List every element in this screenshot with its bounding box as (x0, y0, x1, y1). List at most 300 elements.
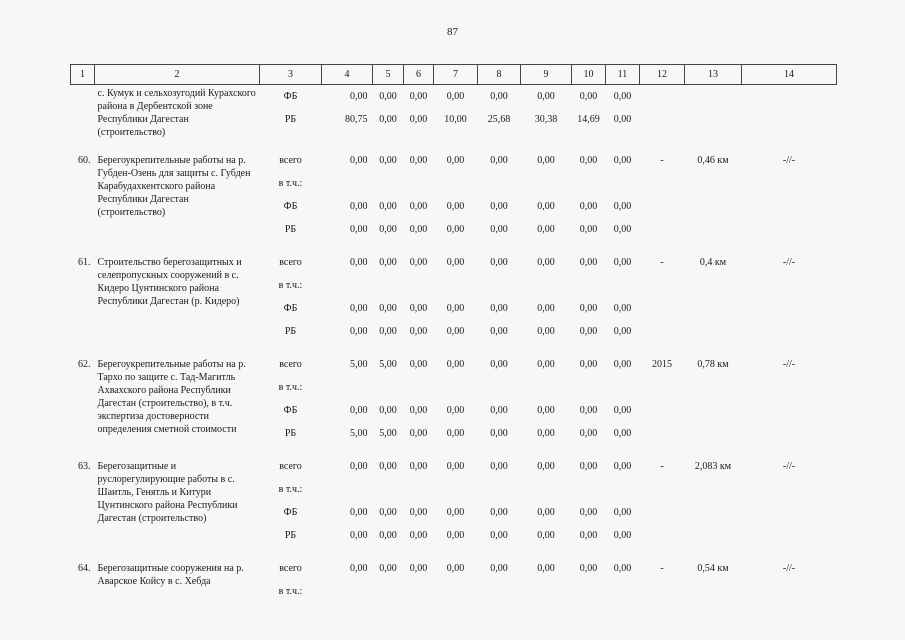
amount-value: 0,00 (490, 530, 508, 541)
amount-value: 5,00 (379, 428, 397, 439)
funding-source-label: всего (279, 563, 302, 574)
object-description (95, 85, 260, 140)
amount-column (404, 251, 434, 343)
column-header: 11 (606, 65, 640, 85)
amount-value: 0,00 (379, 303, 397, 314)
amount-value: 0,00 (490, 91, 508, 102)
amount-value: 0,00 (579, 507, 598, 518)
amount-value: 0,00 (379, 224, 397, 235)
amount-value: 0,00 (446, 224, 465, 235)
funding-source-label: РБ (284, 224, 297, 235)
row-spacer-cell (71, 547, 837, 557)
capacity-value-text: 0,4 км (699, 257, 727, 268)
amount-value: 0,00 (537, 428, 555, 439)
funding-source-label: ФБ (283, 91, 298, 102)
amount-column (373, 85, 404, 140)
column-header: 5 (373, 65, 404, 85)
amount-value (478, 478, 521, 501)
amount-value: 0,00 (446, 563, 465, 574)
amount-column (322, 353, 373, 445)
column-header: 3 (260, 65, 322, 85)
funding-source-label: ФБ (283, 405, 298, 416)
amount-value: 0,00 (537, 359, 555, 370)
amount-value: 0,00 (379, 201, 397, 212)
amount-value: 0,00 (409, 224, 428, 235)
ditto-mark (742, 85, 837, 140)
amount-column (606, 85, 640, 140)
amount-value: 0,00 (490, 507, 508, 518)
amount-value (322, 172, 373, 195)
object-description (95, 557, 260, 603)
amount-value (404, 376, 434, 399)
funding-source-label: ФБ (283, 201, 298, 212)
amount-value (373, 376, 404, 399)
amount-column (572, 85, 606, 140)
amount-value: 0,00 (537, 326, 555, 337)
capacity-value (685, 455, 742, 547)
funding-source-label: РБ (284, 326, 297, 337)
amount-value (322, 274, 373, 297)
capacity-value (685, 251, 742, 343)
amount-value: 0,00 (350, 461, 368, 472)
amount-value: 0,00 (490, 563, 508, 574)
amount-value (478, 376, 521, 399)
column-header: 8 (478, 65, 521, 85)
amount-value (572, 376, 606, 399)
completion-year-text: - (660, 257, 664, 268)
amount-value: 30,38 (534, 114, 558, 125)
funding-source-label: всего (279, 461, 302, 472)
amount-column (404, 85, 434, 140)
row-spacer (71, 343, 837, 353)
amount-value: 0,00 (613, 530, 632, 541)
amount-value (434, 478, 478, 501)
object-description-text: с. Кумук и сельхозугодий Курахского района в Дербентской зоне Республики Дагестан (строительство) (97, 88, 256, 138)
amount-value (404, 274, 434, 297)
amount-value (373, 478, 404, 501)
table-row (71, 85, 837, 140)
amount-value: 0,00 (350, 201, 368, 212)
ditto-mark (742, 149, 837, 241)
amount-value: 0,00 (446, 507, 465, 518)
amount-value: 0,00 (613, 563, 632, 574)
amount-value: 0,00 (409, 530, 428, 541)
amount-value: 0,00 (490, 405, 508, 416)
amount-value: 5,00 (379, 359, 397, 370)
completion-year-text (640, 85, 685, 108)
amount-value: 0,00 (379, 91, 397, 102)
amount-value: 0,00 (579, 428, 598, 439)
amount-column (521, 455, 572, 547)
column-header: 6 (404, 65, 434, 85)
amount-value: 0,00 (613, 428, 632, 439)
amount-column (478, 557, 521, 603)
funding-source-column (260, 455, 322, 547)
column-number-row (71, 65, 837, 85)
row-spacer-cell (71, 139, 837, 149)
amount-column (478, 149, 521, 241)
amount-value (434, 172, 478, 195)
amount-value: 0,00 (350, 530, 368, 541)
amount-value: 0,00 (613, 303, 632, 314)
amount-column (572, 455, 606, 547)
completion-year-text: - (660, 155, 664, 166)
amount-value: 0,00 (446, 530, 465, 541)
completion-year (640, 557, 685, 603)
column-header: 4 (322, 65, 373, 85)
amount-column (434, 251, 478, 343)
amount-value: 0,00 (409, 303, 428, 314)
capacity-value-text (685, 85, 742, 108)
capacity-value (685, 557, 742, 603)
amount-value: 0,00 (379, 507, 397, 518)
amount-value: 0,00 (350, 563, 368, 574)
amount-value: 0,00 (409, 201, 428, 212)
amount-value: 5,00 (350, 428, 368, 439)
amount-column (572, 149, 606, 241)
amount-value (572, 580, 606, 603)
amount-column (521, 149, 572, 241)
amount-value: 0,00 (379, 461, 397, 472)
row-spacer-cell (71, 343, 837, 353)
capacity-value-text: 0,78 км (697, 359, 729, 370)
amount-column (404, 455, 434, 547)
capacity-value (685, 149, 742, 241)
funding-source-label: в т.ч.: (278, 382, 303, 393)
table-row (71, 557, 837, 603)
amount-value (478, 172, 521, 195)
amount-value: 0,00 (579, 405, 598, 416)
amount-column (322, 455, 373, 547)
row-number (71, 455, 95, 547)
amount-value: 0,00 (613, 91, 632, 102)
amount-value (478, 274, 521, 297)
amount-value: 0,00 (490, 224, 508, 235)
ditto-mark (742, 455, 837, 547)
amount-column (606, 557, 640, 603)
amount-value: 0,00 (613, 507, 632, 518)
budget-table (70, 64, 837, 603)
amount-value: 0,00 (350, 507, 368, 518)
amount-value: 0,00 (350, 303, 368, 314)
amount-value (572, 172, 606, 195)
amount-column (521, 251, 572, 343)
amount-value (434, 274, 478, 297)
ditto-mark-text: -//- (782, 461, 796, 472)
amount-value: 0,00 (613, 224, 632, 235)
amount-value: 0,00 (579, 563, 598, 574)
amount-value: 0,00 (490, 326, 508, 337)
funding-source-label: в т.ч.: (278, 484, 303, 495)
amount-value: 0,00 (490, 428, 508, 439)
amount-value: 0,00 (613, 201, 632, 212)
funding-source-label: в т.ч.: (278, 178, 303, 189)
ditto-mark-text (742, 85, 837, 108)
page-number: 87 (447, 26, 458, 38)
amount-value: 0,00 (537, 405, 555, 416)
row-spacer-cell (71, 241, 837, 251)
ditto-mark (742, 557, 837, 603)
row-number-text: 63. (78, 461, 91, 472)
capacity-value (685, 85, 742, 140)
amount-value: 0,00 (446, 326, 465, 337)
amount-value (404, 172, 434, 195)
object-description (95, 353, 260, 445)
funding-source-column (260, 557, 322, 603)
amount-value: 0,00 (490, 461, 508, 472)
amount-column (404, 149, 434, 241)
ditto-mark-text: -//- (782, 359, 796, 370)
row-number (71, 149, 95, 241)
amount-value (373, 172, 404, 195)
amount-value: 0,00 (409, 155, 428, 166)
amount-column (434, 455, 478, 547)
amount-value: 0,00 (446, 257, 465, 268)
table-row (71, 455, 837, 547)
amount-value: 0,00 (579, 155, 598, 166)
amount-value (434, 376, 478, 399)
funding-source-label: ФБ (283, 507, 298, 518)
row-number (71, 557, 95, 603)
row-spacer-cell (71, 445, 837, 455)
amount-value: 0,00 (350, 224, 368, 235)
amount-value: 0,00 (613, 461, 632, 472)
column-header: 14 (742, 65, 837, 85)
amount-value: 0,00 (350, 91, 368, 102)
object-description (95, 251, 260, 343)
amount-column (322, 557, 373, 603)
funding-source-label: в т.ч.: (278, 586, 303, 597)
row-spacer (71, 241, 837, 251)
funding-source-column (260, 251, 322, 343)
amount-column (434, 85, 478, 140)
amount-column (373, 557, 404, 603)
amount-value: 80,75 (345, 114, 368, 125)
completion-year (640, 353, 685, 445)
amount-value: 0,00 (579, 359, 598, 370)
row-spacer (71, 139, 837, 149)
amount-value: 0,00 (409, 114, 428, 125)
amount-value: 0,00 (537, 303, 555, 314)
amount-column (606, 149, 640, 241)
amount-value (606, 580, 640, 603)
amount-value: 0,00 (579, 303, 598, 314)
amount-value: 0,00 (409, 507, 428, 518)
amount-value: 0,00 (490, 155, 508, 166)
amount-value (572, 274, 606, 297)
funding-source-label: РБ (284, 428, 297, 439)
amount-column (478, 85, 521, 140)
amount-value: 0,00 (379, 405, 397, 416)
amount-value: 5,00 (350, 359, 368, 370)
amount-column (478, 251, 521, 343)
amount-value: 0,00 (446, 155, 465, 166)
amount-value (322, 376, 373, 399)
amount-value: 0,00 (379, 563, 397, 574)
amount-column (434, 557, 478, 603)
row-number (71, 353, 95, 445)
column-header: 13 (685, 65, 742, 85)
funding-source-label: всего (279, 155, 302, 166)
object-description-text: Берегоукрепительные работы на р. Губден-Озень для защиты с. Губден Карабудахкентского района Республики Дагестан (строительство) (97, 155, 251, 218)
amount-value (606, 172, 640, 195)
amount-value: 0,00 (409, 428, 428, 439)
column-header: 9 (521, 65, 572, 85)
amount-value: 0,00 (409, 359, 428, 370)
amount-column (373, 455, 404, 547)
completion-year-text: - (660, 563, 664, 574)
amount-value: 0,00 (446, 359, 465, 370)
amount-value: 0,00 (350, 405, 368, 416)
completion-year (640, 149, 685, 241)
amount-value: 0,00 (537, 257, 555, 268)
table-row (71, 149, 837, 241)
funding-source-label: ФБ (283, 303, 298, 314)
amount-value: 0,00 (350, 257, 368, 268)
amount-value: 0,00 (579, 224, 598, 235)
amount-value: 0,00 (350, 326, 368, 337)
amount-value: 0,00 (579, 530, 598, 541)
amount-value: 0,00 (537, 201, 555, 212)
amount-value: 0,00 (409, 461, 428, 472)
amount-value (322, 478, 373, 501)
amount-column (404, 557, 434, 603)
object-description-text: Строительство берегозащитных и селепропускных сооружений в с. Кидеро Цунтинского района Республики Дагестан (р. Кидеро) (97, 257, 242, 307)
amount-value (606, 478, 640, 501)
amount-value: 0,00 (613, 359, 632, 370)
amount-value: 0,00 (379, 530, 397, 541)
amount-value (521, 274, 572, 297)
amount-value: 0,00 (446, 303, 465, 314)
amount-column (373, 251, 404, 343)
amount-value: 0,00 (490, 303, 508, 314)
funding-source-column (260, 85, 322, 140)
amount-column (478, 353, 521, 445)
object-description (95, 455, 260, 547)
row-number-text: 64. (78, 563, 91, 574)
amount-column (322, 251, 373, 343)
amount-value (478, 580, 521, 603)
amount-value (606, 274, 640, 297)
ditto-mark-text: -//- (782, 257, 796, 268)
amount-value: 0,00 (579, 201, 598, 212)
amount-value: 0,00 (579, 91, 598, 102)
column-header: 10 (572, 65, 606, 85)
funding-source-label: всего (279, 257, 302, 268)
funding-source-label: РБ (284, 114, 297, 125)
amount-value (521, 172, 572, 195)
amount-value: 0,00 (446, 91, 465, 102)
amount-value (404, 478, 434, 501)
amount-column (373, 149, 404, 241)
amount-column (322, 149, 373, 241)
column-header: 12 (640, 65, 685, 85)
row-number (71, 251, 95, 343)
amount-value: 0,00 (537, 155, 555, 166)
amount-column (606, 251, 640, 343)
row-number-text: 61. (78, 257, 91, 268)
completion-year-text: - (660, 461, 664, 472)
capacity-value-text: 0,54 км (697, 563, 729, 574)
amount-value: 0,00 (379, 114, 397, 125)
amount-value: 0,00 (613, 257, 632, 268)
amount-value: 10,00 (444, 114, 467, 125)
amount-value: 0,00 (490, 257, 508, 268)
amount-value: 0,00 (446, 405, 465, 416)
amount-value: 0,00 (409, 563, 428, 574)
amount-value: 0,00 (537, 563, 555, 574)
amount-value (521, 580, 572, 603)
amount-column (434, 353, 478, 445)
amount-column (572, 251, 606, 343)
amount-value (606, 376, 640, 399)
column-header: 7 (434, 65, 478, 85)
row-number-text (71, 85, 91, 108)
amount-value (521, 376, 572, 399)
amount-value: 0,00 (613, 405, 632, 416)
amount-value: 0,00 (409, 405, 428, 416)
ditto-mark-text: -//- (782, 155, 796, 166)
amount-value: 0,00 (490, 359, 508, 370)
amount-value: 0,00 (446, 428, 465, 439)
row-spacer (71, 445, 837, 455)
amount-value: 0,00 (350, 155, 368, 166)
capacity-value-text: 0,46 км (697, 155, 729, 166)
completion-year-text: 2015 (652, 359, 672, 370)
row-spacer (71, 547, 837, 557)
ditto-mark (742, 251, 837, 343)
amount-column (434, 149, 478, 241)
amount-value (521, 478, 572, 501)
amount-value (373, 274, 404, 297)
funding-source-column (260, 149, 322, 241)
funding-source-label: всего (279, 359, 302, 370)
amount-value: 0,00 (446, 461, 465, 472)
capacity-value (685, 353, 742, 445)
amount-value: 0,00 (613, 326, 632, 337)
row-number (71, 85, 95, 140)
amount-value: 0,00 (613, 155, 632, 166)
amount-value: 0,00 (409, 91, 428, 102)
column-header: 2 (95, 65, 260, 85)
object-description (95, 149, 260, 241)
object-description-text: Берегоукрепительные работы на р. Тархо по защите с. Тад-Магитль Ахвахского района Республики Дагестан (строительство), в т.ч. экспертиза достоверности определения сметной стоимости (97, 359, 246, 435)
amount-value: 25,68 (487, 114, 511, 125)
amount-value: 0,00 (490, 201, 508, 212)
amount-value: 14,69 (577, 114, 600, 125)
object-description-text: Берегозащитные сооружения на р. Аварское Койсу в с. Хебда (97, 563, 244, 587)
funding-source-label: РБ (284, 530, 297, 541)
amount-column (606, 455, 640, 547)
amount-value: 0,00 (537, 530, 555, 541)
amount-value: 0,00 (579, 257, 598, 268)
amount-value: 0,00 (379, 257, 397, 268)
amount-column (521, 557, 572, 603)
amount-value (572, 478, 606, 501)
amount-value: 0,00 (579, 326, 598, 337)
completion-year (640, 251, 685, 343)
ditto-mark-text: -//- (782, 563, 796, 574)
amount-column (322, 85, 373, 140)
amount-value: 0,00 (446, 201, 465, 212)
amount-column (572, 353, 606, 445)
amount-value: 0,00 (537, 91, 555, 102)
amount-value (404, 580, 434, 603)
amount-value: 0,00 (579, 461, 598, 472)
row-number-text: 62. (78, 359, 91, 370)
column-header: 1 (71, 65, 95, 85)
amount-column (521, 353, 572, 445)
